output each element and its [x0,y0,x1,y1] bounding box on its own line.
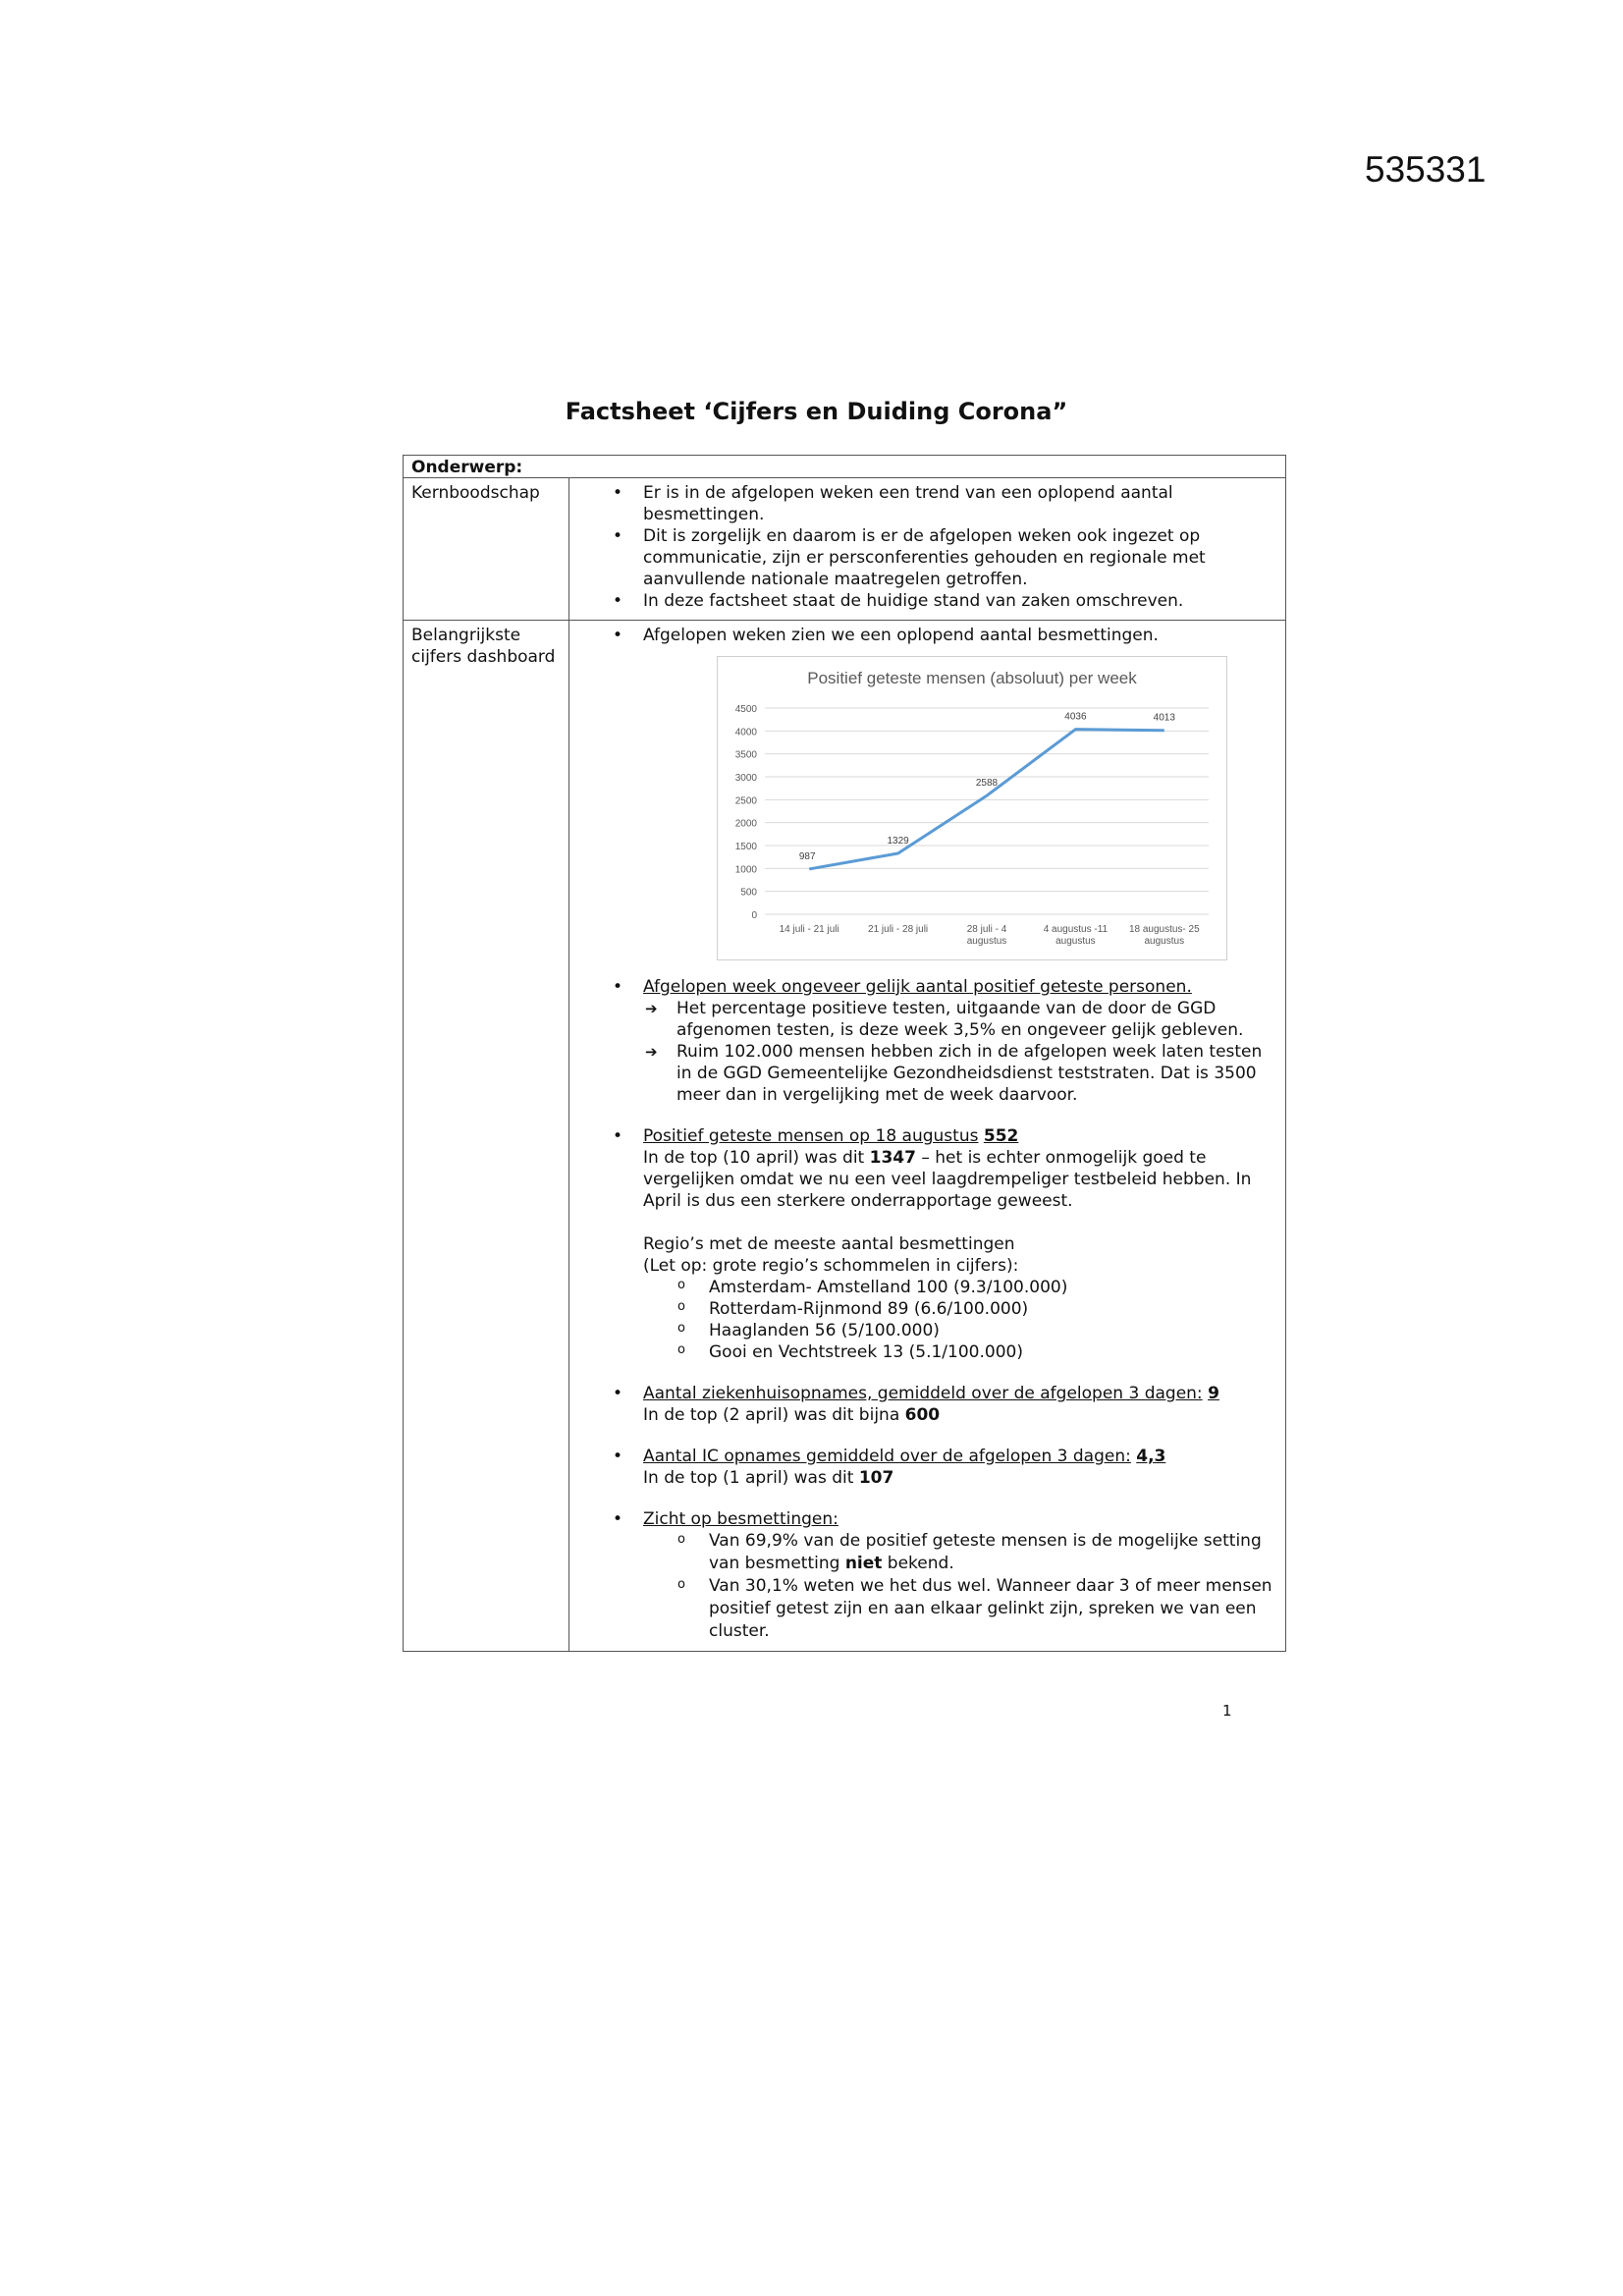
arrow-item: ➔ Het percentage positieve testen, uitgaande van de door de GGD afgenomen testen, is deze week 3,5% en ongeveer gelijk gebleven. [643,998,1277,1041]
top-value: 1347 [869,1148,916,1168]
y-tick-label: 4500 [734,704,757,715]
x-tick-label: 14 juli - 21 juli [779,924,839,935]
ic-title: Aantal IC opnames gemiddeld over de afgelopen 3 dagen: [643,1447,1131,1466]
bullet-item: • Dit is zorgelijk en daarom is er de afgelopen weken ook ingezet op communicatie, zijn er persconferenties gehouden en regionale met aanvullende nationale maatregelen getroffen. [569,525,1277,590]
pos-title: Positief geteste mensen op 18 augustus [643,1126,979,1146]
regio-item: o Gooi en Vechtstreek 13 (5.1/100.000) [643,1341,1277,1363]
arrow-list [643,998,1277,1106]
y-tick-label: 500 [740,887,757,899]
zicht-list [643,1530,1277,1643]
bullet-item [569,625,1277,960]
pos-value: 552 [983,1126,1019,1146]
row-cijfers [404,620,1285,1651]
row-kernboodschap [404,477,1285,620]
row-content [569,478,1285,620]
row-content [569,621,1285,1651]
week-title: Afgelopen week ongeveer gelijk aantal positief geteste personen. [643,977,1192,997]
data-label: 1329 [887,835,909,847]
x-tick-label: augustus [1055,936,1096,947]
regio-title: Regio’s met de meeste aantal besmettingen [643,1234,1015,1254]
regio-item: o Amsterdam- Amstelland 100 (9.3/100.000) [643,1277,1277,1298]
regio-list [643,1277,1277,1363]
row-label: Kernboodschap [404,478,569,620]
bullet-item: • Er is in de afgelopen weken een trend van een oplopend aantal besmettingen. [569,482,1277,525]
regio-note: (Let op: grote regio’s schommelen in cijfers): [643,1256,1019,1276]
factsheet-table [403,455,1286,1652]
y-tick-label: 2000 [734,818,757,830]
bullet-item [569,976,1277,1125]
page-number: 1 [1222,1702,1232,1720]
document-id: 535331 [1365,149,1487,190]
intro-text: Afgelopen weken zien we een oplopend aantal besmettingen. [643,626,1159,645]
y-tick-label: 1500 [734,842,757,852]
ic-top-value: 107 [858,1468,894,1488]
row-label: Belangrijkste cijfers dashboard [404,621,569,1651]
zicht-text-end: bekend. [882,1554,954,1573]
bullet-item [569,1125,1277,1383]
zicht-title: Zicht op besmettingen: [643,1509,839,1529]
data-label: 4013 [1153,712,1175,724]
chart-svg [718,657,1226,959]
ic-top-prefix: In de top (1 april) was dit [643,1468,854,1488]
bullet-item [569,1383,1277,1446]
zh-top-value: 600 [904,1405,941,1425]
series-line [809,730,1164,869]
header-label: Onderwerp: [411,457,523,477]
ic-value: 4,3 [1136,1447,1166,1466]
line-chart [717,656,1227,960]
zh-top-prefix: In de top (2 april) was dit bijna [643,1405,900,1425]
zh-title: Aantal ziekenhuisopnames, gemiddeld over de afgelopen 3 dagen: [643,1384,1203,1403]
zicht-text: Van 69,9% van de positief geteste mensen is de mogelijke setting van besmetting [709,1531,1262,1573]
x-tick-label: 28 juli - 4 [966,924,1007,935]
bullet-item [569,1446,1277,1508]
bullet-item [569,1508,1277,1643]
x-tick-label: augustus [966,936,1007,947]
zicht-item: o Van 30,1% weten we het dus wel. Wanneer daar 3 of meer mensen positief getest zijn en aan elkaar gelinkt zijn, spreken we van een cluster. [643,1575,1277,1643]
top-prefix: In de top (10 april) was dit [643,1148,865,1168]
arrow-item: ➔ Ruim 102.000 mensen hebben zich in de afgelopen week laten testen in de GGD Gemeentelijke Gezondheidsdienst teststraten. Dat is 3500 meer dan in vergelijking met de week daarvoor. [643,1041,1277,1106]
y-tick-label: 0 [751,910,757,921]
y-tick-label: 3500 [734,749,757,761]
y-tick-label: 2500 [734,795,757,807]
chart-title: Positief geteste mensen (absoluut) per week [807,669,1137,687]
data-label: 4036 [1064,711,1087,723]
x-tick-label: 4 augustus -11 [1043,924,1109,935]
data-label: 987 [798,850,816,862]
top-rest: – het is echter onmogelijk goed te vergelijken omdat we nu een veel laagdrempeliger testbeleid hebben. In April is dus een sterkere onderrapportage geweest. [643,1148,1252,1211]
bullet-item: • In deze factsheet staat de huidige stand van zaken omschreven. [569,590,1277,612]
regio-item: o Haaglanden 56 (5/100.000) [643,1320,1277,1341]
y-tick-label: 4000 [734,727,757,738]
x-tick-label: 18 augustus- 25 [1128,924,1200,935]
x-tick-label: 21 juli - 28 juli [868,924,929,935]
page-title: Factsheet ‘Cijfers en Duiding Corona” [565,398,1068,425]
zicht-item [643,1530,1277,1575]
table-header [404,456,1285,477]
zicht-bold: niet [844,1554,883,1573]
y-tick-label: 3000 [734,773,757,784]
y-tick-label: 1000 [734,864,757,876]
regio-item: o Rotterdam-Rijnmond 89 (6.6/100.000) [643,1298,1277,1320]
zh-value: 9 [1208,1384,1219,1403]
data-label: 2588 [975,778,999,790]
x-tick-label: augustus [1144,936,1185,947]
